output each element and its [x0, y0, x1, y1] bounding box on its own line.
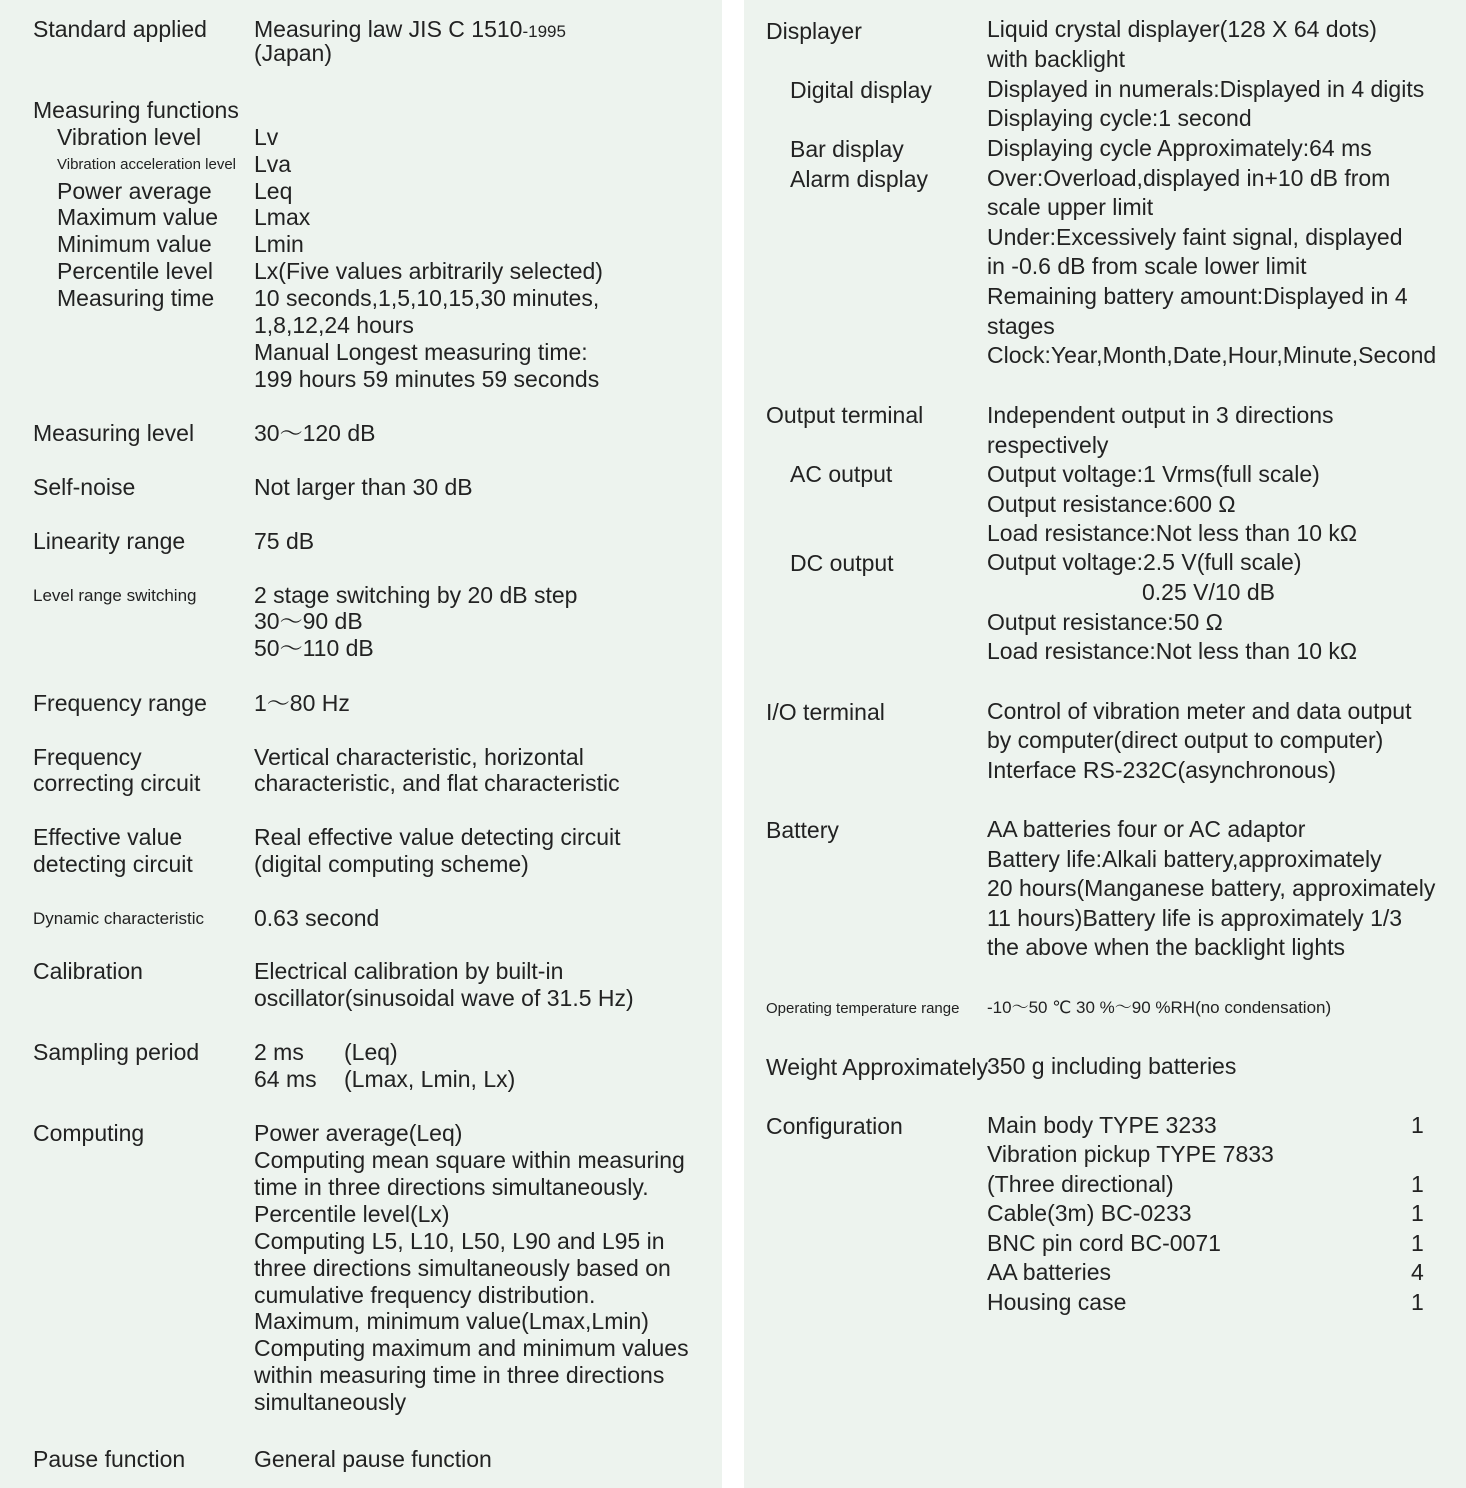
frequency-range-label: Frequency range	[33, 690, 207, 716]
computing-line: Maximum, minimum value(Lmax,Lmin)	[254, 1308, 649, 1334]
alarm-display-value: Under:Excessively faint signal, displayed	[987, 224, 1403, 250]
digital-display-label: Digital display	[790, 77, 932, 103]
computing-line: Computing maximum and minimum values	[254, 1335, 689, 1361]
self-noise-label: Self-noise	[33, 474, 136, 500]
configuration-item-qty: 1	[1411, 1200, 1424, 1226]
configuration-item-name: Vibration pickup TYPE 7833	[987, 1141, 1274, 1167]
configuration-item-name: Cable(3m) BC-0233	[987, 1200, 1192, 1226]
sampling-period-param: (Lmax, Lmin, Lx)	[344, 1066, 516, 1092]
sampling-period-time: 2 ms	[254, 1039, 304, 1065]
mf-label-power-average: Power average	[57, 178, 212, 204]
displayer-value: Liquid crystal displayer(128 X 64 dots)	[987, 16, 1377, 42]
io-terminal-value: by computer(direct output to computer)	[987, 727, 1384, 753]
calibration-value: oscillator(sinusoidal wave of 31.5 Hz)	[254, 985, 634, 1011]
dc-output-label: DC output	[790, 550, 894, 576]
computing-line: Computing mean square within measuring	[254, 1147, 685, 1173]
io-terminal-label: I/O terminal	[766, 699, 885, 725]
alarm-display-value: in -0.6 dB from scale lower limit	[987, 253, 1307, 279]
mf-value-minimum-value: Lmin	[254, 231, 304, 257]
standard-label: Standard applied	[33, 16, 207, 42]
output-terminal-value: Independent output in 3 directions	[987, 402, 1334, 428]
battery-value: the above when the backlight lights	[987, 934, 1346, 960]
bar-display-label: Bar display	[790, 136, 904, 162]
mf-label-minimum-value: Minimum value	[57, 231, 212, 257]
configuration-item-qty: 1	[1411, 1230, 1424, 1256]
right-spec-column	[744, 0, 1466, 1488]
computing-line: time in three directions simultaneously.	[254, 1174, 649, 1200]
mf-measuring-time-extra: 199 hours 59 minutes 59 seconds	[254, 366, 600, 392]
ac-output-value: Output resistance:600 Ω	[987, 491, 1236, 517]
displayer-label: Displayer	[766, 18, 862, 44]
battery-value: 20 hours(Manganese battery, approximately	[987, 875, 1436, 901]
configuration-item-qty: 4	[1411, 1259, 1424, 1285]
dynamic-characteristic-value: 0.63 second	[254, 905, 380, 931]
output-terminal-value: respectively	[987, 432, 1109, 458]
frequency-correcting-value: Vertical characteristic, horizontal	[254, 744, 584, 770]
output-terminal-label: Output terminal	[766, 402, 924, 428]
linearity-range-label: Linearity range	[33, 528, 186, 554]
level-range-switching-value: 2 stage switching by 20 dB step	[254, 582, 578, 608]
measuring-level-label: Measuring level	[33, 420, 195, 446]
effective-value-value: Real effective value detecting circuit	[254, 824, 621, 850]
configuration-item-qty: 1	[1411, 1171, 1424, 1197]
configuration-item-name: BNC pin cord BC-0071	[987, 1230, 1221, 1256]
computing-line: cumulative frequency distribution.	[254, 1282, 596, 1308]
mf-value-percentile-level: Lx(Five values arbitrarily selected)	[254, 258, 603, 284]
sampling-period-param: (Leq)	[344, 1039, 398, 1065]
configuration-label: Configuration	[766, 1113, 903, 1139]
standard-value-year: -1995	[522, 22, 566, 41]
computing-label: Computing	[33, 1120, 145, 1146]
weight-value: 350 g including batteries	[987, 1053, 1237, 1079]
operating-temperature-value: -10～50 ℃ 30 %～90 %RH(no condensation)	[987, 998, 1332, 1017]
effective-value-label: Effective value	[33, 824, 183, 850]
mf-label-vibration-acceleration-level: Vibration acceleration level	[57, 156, 236, 173]
mf-label-maximum-value: Maximum value	[57, 204, 219, 230]
computing-line: simultaneously	[254, 1389, 407, 1415]
weight-label: Weight Approximately	[766, 1054, 989, 1080]
configuration-item-name: (Three directional)	[987, 1171, 1174, 1197]
ac-output-label: AC output	[790, 461, 893, 487]
computing-line: Percentile level(Lx)	[254, 1201, 450, 1227]
standard-value-line2: (Japan)	[254, 40, 332, 66]
mf-value-vibration-acceleration-level: Lva	[254, 151, 292, 177]
ac-output-value: Output voltage:1 Vrms(full scale)	[987, 461, 1320, 487]
battery-label: Battery	[766, 817, 839, 843]
mf-measuring-time-extra: 1,8,12,24 hours	[254, 312, 414, 338]
measuring-level-value: 30～120 dB	[254, 420, 376, 446]
computing-line: three directions simultaneously based on	[254, 1255, 671, 1281]
frequency-correcting-value: characteristic, and flat characteristic	[254, 770, 620, 796]
computing-line: Power average(Leq)	[254, 1120, 463, 1146]
mf-label-measuring-time: Measuring time	[57, 285, 215, 311]
calibration-label: Calibration	[33, 958, 143, 984]
dynamic-characteristic-label: Dynamic characteristic	[33, 909, 204, 928]
self-noise-value: Not larger than 30 dB	[254, 474, 473, 500]
level-range-switching-value: 30～90 dB	[254, 608, 363, 634]
battery-value: AA batteries four or AC adaptor	[987, 816, 1306, 842]
alarm-display-value: Over:Overload,displayed in+10 dB from	[987, 165, 1391, 191]
effective-value-value: (digital computing scheme)	[254, 851, 529, 877]
io-terminal-value: Control of vibration meter and data output	[987, 698, 1412, 724]
mf-label-vibration-level: Vibration level	[57, 124, 202, 150]
operating-temperature-label: Operating temperature range	[766, 1000, 960, 1017]
sampling-period-label: Sampling period	[33, 1039, 200, 1065]
bar-display-value: Displaying cycle Approximately:64 ms	[987, 135, 1372, 161]
measuring-functions-label: Measuring functions	[33, 97, 239, 123]
dc-output-value: Output voltage:2.5 V(full scale)	[987, 549, 1302, 575]
configuration-item-name: AA batteries	[987, 1259, 1112, 1285]
mf-measuring-time-extra: Manual Longest measuring time:	[254, 339, 588, 365]
computing-line: Computing L5, L10, L50, L90 and L95 in	[254, 1228, 665, 1254]
mf-value-power-average: Leq	[254, 178, 293, 204]
pause-function-value: General pause function	[254, 1446, 492, 1472]
alarm-display-value: scale upper limit	[987, 194, 1154, 220]
configuration-item-name: Housing case	[987, 1289, 1127, 1315]
dc-output-value: Output resistance:50 Ω	[987, 609, 1223, 635]
frequency-range-value: 1～80 Hz	[254, 690, 350, 716]
dc-output-value: Load resistance:Not less than 10 kΩ	[987, 638, 1358, 664]
mf-value-vibration-level: Lv	[254, 124, 279, 150]
alarm-display-value: Clock:Year,Month,Date,Hour,Minute,Second	[987, 342, 1437, 368]
configuration-item-qty: 1	[1411, 1112, 1424, 1138]
calibration-value: Electrical calibration by built-in	[254, 958, 564, 984]
battery-value: Battery life:Alkali battery,approximately	[987, 846, 1382, 872]
dc-output-value: 0.25 V/10 dB	[1142, 579, 1275, 605]
standard-value-main: Measuring law JIS C 1510	[254, 16, 523, 42]
alarm-display-value: stages	[987, 313, 1055, 339]
alarm-display-label: Alarm display	[790, 166, 929, 192]
effective-value-label: detecting circuit	[33, 851, 193, 877]
io-terminal-value: Interface RS-232C(asynchronous)	[987, 757, 1336, 783]
left-spec-column	[0, 0, 722, 1488]
mf-value-maximum-value: Lmax	[254, 204, 311, 230]
mf-value-measuring-time: 10 seconds,1,5,10,15,30 minutes,	[254, 285, 600, 311]
digital-display-value: Displayed in numerals:Displayed in 4 digits	[987, 76, 1425, 102]
alarm-display-value: Remaining battery amount:Displayed in 4	[987, 283, 1408, 309]
displayer-value: with backlight	[987, 46, 1126, 72]
digital-display-value: Displaying cycle:1 second	[987, 105, 1252, 131]
level-range-switching-value: 50～110 dB	[254, 635, 374, 661]
frequency-correcting-label: Frequency	[33, 744, 142, 770]
linearity-range-value: 75 dB	[254, 528, 315, 554]
frequency-correcting-label: correcting circuit	[33, 770, 201, 796]
configuration-item-name: Main body TYPE 3233	[987, 1112, 1217, 1138]
sampling-period-time: 64 ms	[254, 1066, 317, 1092]
ac-output-value: Load resistance:Not less than 10 kΩ	[987, 520, 1358, 546]
battery-value: 11 hours)Battery life is approximately 1/3	[987, 905, 1403, 931]
mf-label-percentile-level: Percentile level	[57, 258, 213, 284]
computing-line: within measuring time in three directions	[254, 1362, 665, 1388]
configuration-item-qty: 1	[1411, 1289, 1424, 1315]
pause-function-label: Pause function	[33, 1446, 186, 1472]
level-range-switching-label: Level range switching	[33, 586, 197, 605]
